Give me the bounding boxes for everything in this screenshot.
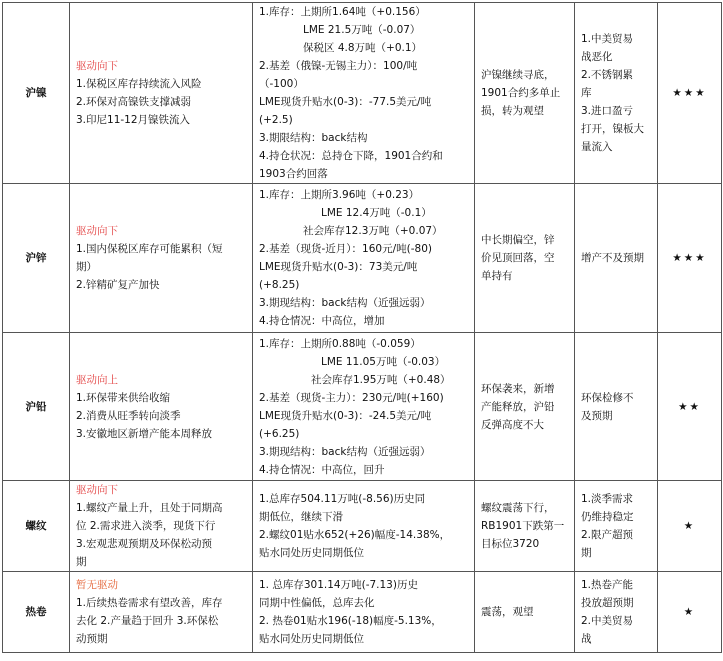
driver-item: 位 2.需求进入淡季，现货下行 bbox=[76, 520, 216, 532]
fund-line: 贴水同处历史同期低位 bbox=[259, 633, 364, 645]
driver-cell bbox=[70, 572, 253, 653]
fund-line: 4.持仓情况：中高位，增加 bbox=[259, 315, 385, 327]
fund-line: 3.期现结构：back结构（近强远弱） bbox=[259, 297, 431, 309]
fund-line: 1.库存：上期所3.96吨（+0.23） bbox=[259, 189, 420, 201]
risk-line: 及预期 bbox=[581, 409, 613, 422]
driver-item: 2.消费从旺季转向淡季 bbox=[76, 409, 181, 422]
fund-line: 期低位，继续下滑 bbox=[259, 511, 343, 523]
risk-cell bbox=[575, 481, 658, 572]
view-line: 产能释放，沪铅 bbox=[481, 400, 555, 413]
fund-line: LME现货升贴水(0-3)：73美元/吨 bbox=[259, 261, 418, 273]
driver-item: 2.环保对高镍铁支撑减弱 bbox=[76, 96, 192, 108]
fund-line: (+2.5) bbox=[259, 114, 293, 126]
view-cell bbox=[475, 572, 575, 653]
table-row bbox=[3, 481, 722, 572]
rating-stars: ★ bbox=[658, 572, 722, 653]
table-row bbox=[3, 3, 722, 184]
driver-title: 暂无驱动 bbox=[76, 579, 118, 591]
fund-line: LME现货升贴水(0-3)：-24.5美元/吨 bbox=[259, 409, 432, 422]
fund-line: 3.期现结构：back结构（近强远弱） bbox=[259, 445, 431, 458]
table-row bbox=[3, 333, 722, 481]
commodity-name: 热卷 bbox=[3, 572, 70, 653]
view-cell bbox=[475, 481, 575, 572]
fundamentals-cell bbox=[253, 184, 475, 333]
risk-line: 战 bbox=[581, 633, 592, 645]
fund-line: 1903合约回落 bbox=[259, 168, 328, 180]
view-cell bbox=[475, 3, 575, 184]
risk-line: 期 bbox=[581, 547, 592, 559]
fund-line: 4.持仓情况：中高位，回升 bbox=[259, 463, 385, 476]
risk-line: 投放超预期 bbox=[581, 597, 634, 609]
view-line: 价见顶回落，空 bbox=[481, 252, 555, 264]
risk-cell bbox=[575, 333, 658, 481]
driver-item: 1.保税区库存持续流入风险 bbox=[76, 78, 202, 90]
view-line: 1901合约多单止 bbox=[481, 87, 561, 99]
risk-cell bbox=[575, 184, 658, 333]
fund-line: 社会库存12.3万吨（+0.07） bbox=[303, 225, 443, 237]
risk-line: 库 bbox=[581, 87, 592, 99]
fund-line: 2.基差（现货-主力）：230元/吨(+160) bbox=[259, 391, 444, 404]
risk-line: 打开，镍板大 bbox=[581, 123, 644, 135]
driver-cell bbox=[70, 333, 253, 481]
view-line: 中长期偏空，锌 bbox=[481, 234, 555, 246]
risk-line: 1.热卷产能 bbox=[581, 579, 634, 591]
risk-cell bbox=[575, 3, 658, 184]
fund-line: 1.库存：上期所1.64吨（+0.156） bbox=[259, 6, 426, 18]
rating-stars: ★★ bbox=[658, 333, 722, 481]
fund-line: （-100） bbox=[259, 78, 304, 90]
commodity-table bbox=[2, 2, 722, 653]
view-line: RB1901下跌第一 bbox=[481, 520, 565, 532]
view-line: 单持有 bbox=[481, 270, 513, 282]
fund-line: 1.库存：上期所0.88吨（-0.059） bbox=[259, 337, 421, 350]
driver-cell bbox=[70, 3, 253, 184]
rating-stars: ★★★ bbox=[658, 184, 722, 333]
commodity-name: 沪铅 bbox=[3, 333, 70, 481]
driver-item: 期 bbox=[76, 556, 87, 568]
view-line: 目标位3720 bbox=[481, 538, 540, 550]
fund-line: LME现货升贴水(0-3)：-77.5美元/吨 bbox=[259, 96, 432, 108]
fundamentals-cell bbox=[253, 3, 475, 184]
rating-stars: ★★★ bbox=[658, 3, 722, 184]
fund-line: 1.总库存504.11万吨(-8.56)历史同 bbox=[259, 493, 426, 505]
fundamentals-cell bbox=[253, 481, 475, 572]
fund-line: 3.期限结构：back结构 bbox=[259, 132, 368, 144]
driver-item: 3.印尼11-12月镍铁流入 bbox=[76, 114, 191, 126]
fund-line: LME 12.4万吨（-0.1） bbox=[321, 207, 432, 219]
driver-item: 去化 2.产量趋于回升 3.环保松 bbox=[76, 615, 219, 627]
fundamentals-cell bbox=[253, 333, 475, 481]
driver-item: 1.后续热卷需求有望改善，库存 bbox=[76, 597, 223, 609]
driver-title: 驱动向下 bbox=[76, 484, 118, 496]
view-cell bbox=[475, 333, 575, 481]
risk-line: 增产不及预期 bbox=[581, 252, 644, 264]
risk-line: 2.中美贸易 bbox=[581, 615, 634, 627]
driver-item: 期） bbox=[76, 261, 97, 273]
driver-item: 3.安徽地区新增产能本周释放 bbox=[76, 427, 213, 440]
risk-line: 战恶化 bbox=[581, 51, 613, 63]
commodity-name: 沪锌 bbox=[3, 184, 70, 333]
fund-line: 贴水同处历史同期低位 bbox=[259, 547, 364, 559]
view-line: 损，转为观望 bbox=[481, 105, 544, 117]
driver-item: 3.宏观悲观预期及环保松动预 bbox=[76, 538, 213, 550]
fund-line: 同期中性偏低，总库去化 bbox=[259, 597, 375, 609]
driver-title: 驱动向下 bbox=[76, 60, 118, 72]
risk-line: 3.进口盈亏 bbox=[581, 105, 634, 117]
fund-line: 保税区 4.8万吨（+0.1） bbox=[303, 42, 423, 54]
rating-stars: ★ bbox=[658, 481, 722, 572]
risk-line: 2.限产超预 bbox=[581, 529, 634, 541]
fundamentals-cell bbox=[253, 572, 475, 653]
view-line: 沪镍继续寻底， bbox=[481, 69, 555, 81]
driver-cell bbox=[70, 481, 253, 572]
commodity-name: 螺纹 bbox=[3, 481, 70, 572]
driver-item: 2.锌精矿复产加快 bbox=[76, 279, 160, 291]
driver-cell bbox=[70, 184, 253, 333]
fund-line: 4.持仓状况：总持仓下降，1901合约和 bbox=[259, 150, 443, 162]
view-line: 螺纹震荡下行， bbox=[481, 502, 555, 514]
view-cell bbox=[475, 184, 575, 333]
view-line: 环保袭来，新增 bbox=[481, 382, 555, 395]
fund-line: 2.基差（俄镍-无锡主力）：100/吨 bbox=[259, 60, 418, 72]
fund-line: LME 21.5万吨（-0.07） bbox=[303, 24, 421, 36]
driver-item: 1.国内保税区库存可能累积（短 bbox=[76, 243, 223, 255]
risk-line: 环保检修不 bbox=[581, 391, 634, 404]
risk-line: 1.淡季需求 bbox=[581, 493, 634, 505]
driver-title: 驱动向上 bbox=[76, 373, 118, 386]
fund-line: 1. 总库存301.14万吨(-7.13)历史 bbox=[259, 579, 418, 591]
fund-line: 社会库存1.95万吨（+0.48） bbox=[311, 373, 451, 386]
risk-line: 仍维持稳定 bbox=[581, 511, 634, 523]
fund-line: 2.基差（现货-近月）：160元/吨(-80) bbox=[259, 243, 432, 255]
risk-line: 2.不锈钢累 bbox=[581, 69, 634, 81]
risk-line: 1.中美贸易 bbox=[581, 33, 634, 45]
fund-line: 2. 热卷01贴水196(-18)幅度-5.13%， bbox=[259, 615, 442, 627]
driver-item: 动预期 bbox=[76, 633, 108, 645]
driver-item: 1.环保带来供给收缩 bbox=[76, 391, 171, 404]
fund-line: 2.螺纹01贴水652(+26)幅度-14.38%， bbox=[259, 529, 451, 541]
fund-line: LME 11.05万吨（-0.03） bbox=[321, 355, 446, 368]
view-line: 反弹高度不大 bbox=[481, 418, 544, 431]
fund-line: (+6.25) bbox=[259, 427, 300, 440]
table-row bbox=[3, 572, 722, 653]
fund-line: (+8.25) bbox=[259, 279, 300, 291]
table-row bbox=[3, 184, 722, 333]
view-line: 震荡，观望 bbox=[481, 606, 534, 618]
driver-item: 1.螺纹产量上升，且处于同期高 bbox=[76, 502, 223, 514]
driver-title: 驱动向下 bbox=[76, 225, 118, 237]
risk-line: 量流入 bbox=[581, 141, 613, 153]
commodity-name: 沪镍 bbox=[3, 3, 70, 184]
risk-cell bbox=[575, 572, 658, 653]
